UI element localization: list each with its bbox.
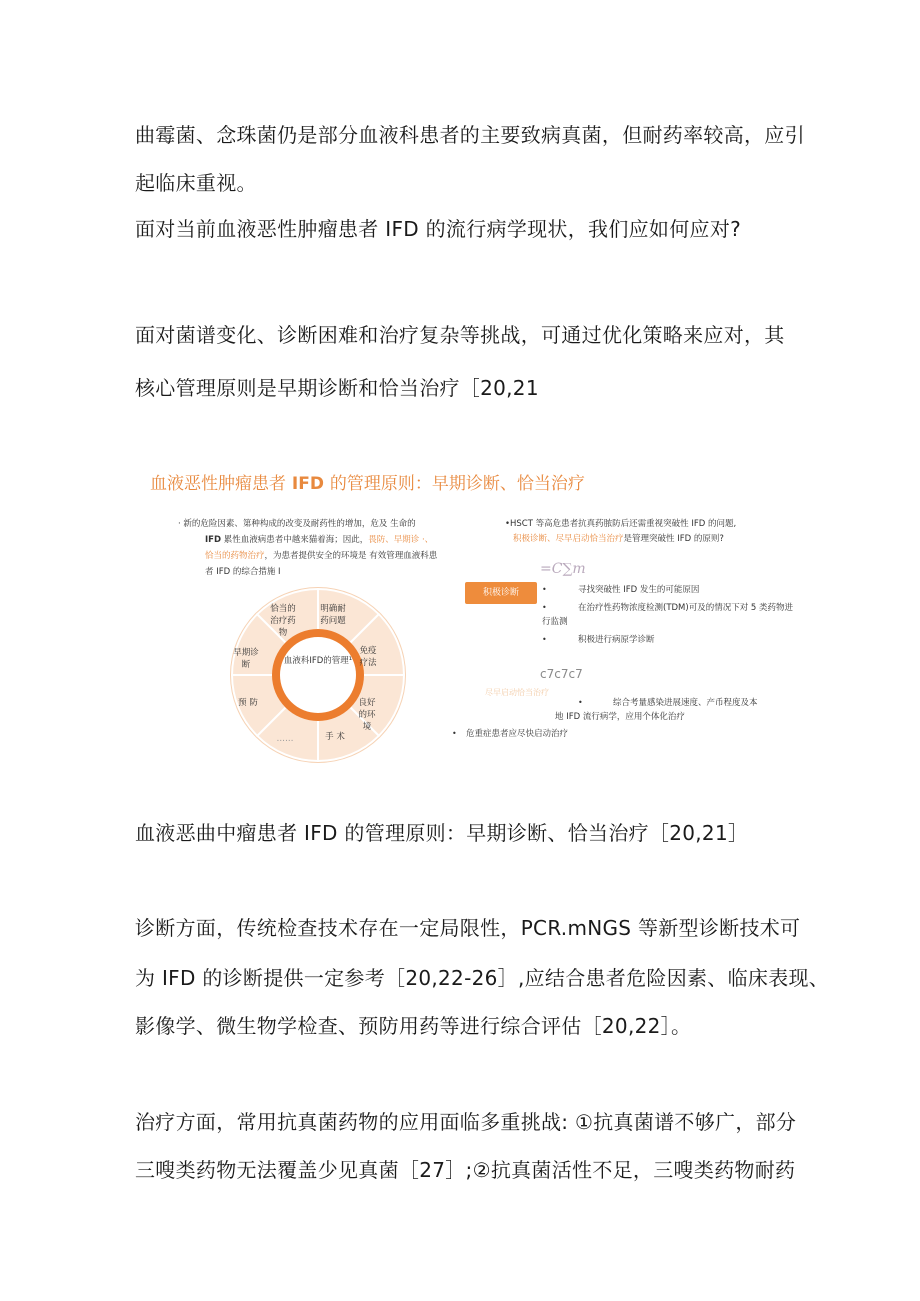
active-diagnosis-tag: 积极诊断 bbox=[465, 582, 537, 604]
right-bullet-1: 寻找突破性 IFD 发生的可能原因 bbox=[578, 585, 700, 595]
left-text-line-1: · 新的危险因素、第种构成的改变及耐药性的增加，危及 生命的 bbox=[178, 519, 416, 529]
wheel-label-immunotherapy: 免疫疗法 bbox=[359, 646, 377, 668]
paragraph-5-line-1: 治疗方面，常用抗真菌药物的应用面临多重挑战: ①抗真菌谱不够广，部分 bbox=[135, 1110, 797, 1134]
paragraph-4-line-2: 为 IFD 的诊断提供一定参考［20,22-26］,应结合患者危险因素、临床表现、 bbox=[135, 966, 830, 990]
paragraph-3-line-1: 面对菌谱变化、诊断困难和治疗复杂等挑战，可通过优化策略来应对，其 bbox=[135, 323, 785, 347]
wheel-label-environment: 良好的环境 bbox=[358, 698, 376, 732]
right-bullet-4: 综合考量感染进展速度、产币程度及本 bbox=[613, 698, 758, 708]
paragraph-3-line-2: 核心管理原则是早期诊断和恰当治疗［20,21 bbox=[135, 376, 539, 400]
right-text-line-2: 积极诊断、尽早启动恰当治疗是管理突破性 IFD 的原则? bbox=[513, 534, 724, 544]
right-bullet-3: 积极进行病原学诊断 bbox=[578, 635, 655, 645]
paragraph-1-line-2: 起临床重视。 bbox=[135, 171, 257, 195]
figure-title: 血液恶性肿瘤患者 IFD 的管理原则：早期诊断、恰当治疗 bbox=[150, 474, 585, 494]
bullet-dot: • bbox=[542, 603, 547, 612]
paragraph-4-line-3: 影像学、微生物学检查、预防用药等进行综合评估［20,22］。 bbox=[135, 1014, 692, 1038]
left-text-line-2: IFD 累性血液病患者中越来猫着海；因此，畏防、早期诊 ·、 bbox=[205, 535, 434, 545]
right-text-line-1: •HSCT 等高危患者抗真药脓防后还需重视突破性 IFD 的问题, bbox=[505, 519, 737, 529]
right-bullet-2: 在治疗性药物浓度检测(TDM)可及的情况下对 5 类药物进 bbox=[578, 603, 794, 613]
bullet-dot: • bbox=[452, 729, 457, 738]
wheel-label-surgery: 手 术 bbox=[325, 732, 345, 742]
wheel-label-early-diagnosis: 早期诊断 bbox=[233, 648, 259, 670]
paragraph-1-line-1: 曲霉菌、念珠菌仍是部分血液科患者的主要致病真菌，但耐药率较高，应引 bbox=[135, 123, 805, 147]
figure-caption: 血液恶曲中瘤患者 IFD 的管理原则：早期诊断、恰当治疗［20,21］ bbox=[135, 821, 749, 845]
right-bullet-2-cont: 行监测 bbox=[542, 617, 568, 627]
left-text-line-3: 恰当的药物治疗，为患者提供安全的环境是 有效管理血液科患 bbox=[205, 551, 438, 561]
wheel-center-label: 血液科IFD的管理¹ bbox=[283, 656, 353, 666]
wheel-center bbox=[280, 637, 356, 713]
paragraph-5-line-2: 三嗖类药物无法覆盖少见真菌［27］;②抗真菌活性不足，三嗖类药物耐药 bbox=[135, 1158, 796, 1182]
right-bullet-5: 危重症患者应尽快启动治疗 bbox=[466, 729, 569, 739]
wheel-label-ellipsis: …… bbox=[276, 734, 294, 744]
formula-text: =C∑m bbox=[540, 561, 586, 577]
left-text-line-4: 者 IFD 的综合措施 I bbox=[205, 567, 281, 577]
paragraph-4-line-1: 诊断方面，传统检查技术存在一定局限性，PCR.mNGS 等新型诊断技术可 bbox=[135, 916, 801, 940]
bullet-dot: • bbox=[542, 585, 547, 594]
faded-tag-text: 尽早启动恰当治疗 bbox=[485, 688, 549, 697]
bullet-dot: • bbox=[542, 635, 547, 644]
right-bullet-4-cont: 地 IFD 流行病学，应用个体化治疗 bbox=[555, 712, 685, 722]
wheel-label-treatment: 恰当的治疗药物 bbox=[270, 604, 296, 638]
bullet-dot: • bbox=[578, 698, 583, 707]
paragraph-2: 面对当前血液恶性肿瘤患者 IFD 的流行病学现状，我们应如何应对? bbox=[135, 217, 742, 241]
wheel-label-prevention: 预 防 bbox=[238, 698, 258, 708]
management-principle-figure bbox=[130, 455, 820, 765]
wheel-label-resistance: 明确耐药问题 bbox=[320, 604, 346, 626]
placeholder-text: c7c7c7 bbox=[540, 667, 583, 681]
